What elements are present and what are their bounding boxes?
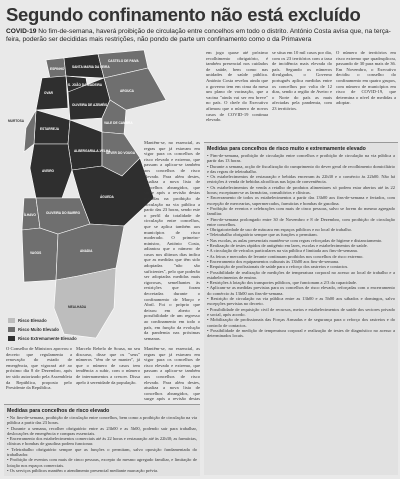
measures-list-elevado <box>7 415 197 473</box>
map-label-feira: SANTA MARIA DA FEIRA <box>72 65 110 69</box>
article-column-bottom-right: Mantêm-se, no essencial, as regras que já estavam em vigor para os concelhos de risco elevado e extremo, que passam a aplicar-se também aos concelhos de risco elevado. Para além destes, atualiza a nova lista de concelhos abrangidos, que surge após a revisão destas <box>144 346 200 402</box>
legend-item-muito <box>8 327 59 332</box>
measure-high-item: • Restrições à lotação dos transportes públicos, que funcionam a 2/3 da capacidade. <box>207 280 358 286</box>
measure-high-item: • Teletrabalho obrigatório sempre que as funções o permitam. <box>207 232 318 238</box>
map-label-murtosa: MURTOSA <box>8 119 25 123</box>
map-label-mealhada: MEALHADA <box>68 305 87 309</box>
measure-high-item: • Os estabelecimentos de venda a retalho de produtos alimentares só podem estar abertos até às 22 horas; exceptuam-se as farmácias, consultórios e clínicas. <box>207 184 395 196</box>
map-label-anadia: ANADIA <box>80 249 93 253</box>
measure-elevado-item: • No fim-de-semana, proibição de circulação entre concelhos, bem como a proibição de circulação na via pública a partir das 23 horas. <box>7 415 197 426</box>
map-label-oliveira-bairro: OLIVEIRA DO BAIRRO <box>46 211 81 215</box>
measure-high-item: • Encerramento dos equipamentos culturais às 13h00 aos fins-de-semana. <box>207 258 340 264</box>
measure-elevado-item: • Teletrabalho obrigatório sempre que as funções o permitam, salvo oposição fundamentada do trabalhador. <box>7 446 197 458</box>
map-label-oaz: OLIVEIRA DE AZEMÉIS <box>72 103 108 107</box>
measure-elevado-item: • Encerramento dos estabelecimentos comerciais até às 22 horas e restauração até às 22h30; as farmácias, clínicas e bombas de gasolina podem funcionar. <box>7 436 197 447</box>
map-label-ilhavo: ÍLHAVO <box>24 213 36 217</box>
measures-box-high-title: Medidas para concelhos de risco muito e extremamente elevado <box>207 146 366 152</box>
legend-swatch-elevado <box>8 318 15 323</box>
measures-list-high <box>207 153 395 338</box>
map-label-estarreja: ESTARREJA <box>40 127 60 131</box>
measures-box-elevado-title: Medidas para concelhos de risco elevado <box>7 408 110 414</box>
measure-high-item: • Encerramento de todos os estabelecimentos a partir das 13h00 aos fins-de-semana e feriados, com excepção de mercearias, supermercados, farmácias e bombas de gasolina. <box>207 195 395 206</box>
measure-high-item: • Mobilização de profissionais das Forças Armadas e de segurança para o reforço dos rastreios e do controlo de contactos. <box>207 317 395 328</box>
measure-high-item: • A circulação de veículos particulares na via pública é limitada aos fins-de-semana. <box>207 248 358 254</box>
legend-swatch-muito <box>8 327 15 332</box>
measure-high-item: • Possibilidade de requisição civil de recursos, meios e estabelecimentos de saúde dos sectores privado e social, após acordo. <box>207 306 395 317</box>
map-label-paiva: CASTELO DE PAIVA <box>108 59 139 63</box>
measure-high-item: • Obrigatoriedade de uso de máscara em espaços públicos e no local de trabalho. <box>207 227 353 233</box>
measure-high-item: • Fim-de-semana prolongado entre 30 de Novembro e 8 de Dezembro, com proibição de circulação entre concelhos. <box>207 216 395 227</box>
article-column-middle: Mantêm-se, no essencial, as regras que já estavam em vigor para os concelhos de risco elevado e extremo, que passam a aplicar-se também aos concelhos de risco elevado. Para além destes, atualiza a nova lista de concelhos abrangidos, que surge após a revisão destas medidas na proibição de circulação na via pública a partir das 23 horas, sendo este o perfil da totalidade de circulação entre concelhos, que se aplica também aos municípios de risco moderado. O primeiro-ministro, António Costa, adiantou que o número de casos nos últimos dias indica que as medidas que têm sido adoptadas "não são suficientes", pelo que poderão ser adoptadas medidas mais rigorosas, semelhantes às restrições que foram decretadas durante o confinamento de Março e Abril. Foi o próprio que deixou em aberto a possibilidade de um regresso ao confinamento em todo o país, em função da evolução da pandemia nas próximas semanas. <box>144 140 200 341</box>
map-label-albergaria: ALBERGARIA-A-VELHA <box>74 149 111 153</box>
legend-item-extremo <box>8 336 77 341</box>
map-label-ovar: OVAR <box>44 91 53 95</box>
article-column-bottom-left: O Conselho de Ministros aprovou o decreto que regulamenta a renovação do estado de emergência, que vigorará até ao próximo dia 8 de Dezembro, após ter sido autorizado pela Assembleia da República, proposto pelo Presidente da República. <box>6 346 72 391</box>
lead-text: No fim-de-semana, haverá proibição de circulação entre concelhos em todo o distrito. António Costa avisa que, na terça-feira, poderão ser decididas mais restrições, não pondo de parte um confinamento como o da Primavera <box>6 28 391 43</box>
measure-high-item: • Restrição de circulação na via pública entre as 13h00 e as 5h00 aos sábados e domingos, salvo excepções previstas no decreto. <box>207 296 395 307</box>
map-label-svouga: SEVER DO VOUGA <box>106 151 136 155</box>
municipality-vagos <box>22 228 58 282</box>
measure-high-item: • Possibilidade de realização de medições de temperatura corporal no acesso ao local de trabalho e a estabelecimentos de ensino. <box>207 269 395 280</box>
measure-high-item: • Requisição de profissionais de saúde para o reforço dos rastreios e contactos. <box>207 264 349 270</box>
legend-item-elevado <box>8 318 47 323</box>
article-column-right-3: O número de territórios em risco extremo que quadruplicou, passando de 30 para mais de 36. Em Novembro, o Executivo decidiu o conselho do confinamento em quatro grupos, com número de municípios em risco de COVID-19, que determina o nível de medidas a adoptar. <box>336 50 396 106</box>
map-label-sjm: S. JOÃO DA MADEIRA <box>68 83 103 87</box>
article-column-right-2: se situa em 10 mil casos por dia, com os 23 territórios com a taxa de incidência mais elevada do país. Segundo os números divulgados, o Governo português aplica medidas entre os concelhos por volta de 12 dias, sendo a região de Aveiro e o Norte do país as mais afectadas pela pandemia, com 23 territórios. <box>272 50 332 111</box>
headline: Segundo confinamento não está excluído <box>6 4 361 25</box>
measure-high-item: • As feiras e mercados de levante continuam proibidos nos concelhos de risco extremo. <box>207 253 364 259</box>
map-label-vdc: VALE DE CAMBRA <box>104 121 133 125</box>
map-label-arouca: AROUCA <box>120 89 134 93</box>
measures-box-elevado <box>4 404 200 476</box>
legend-label-muito: Risco Muito Elevado <box>18 327 59 332</box>
lead-paragraph <box>6 28 396 44</box>
measure-high-item: • Possibilidade de medição de temperatura corporal e realização de testes de diagnóstico no acesso a determinados locais. <box>207 327 395 339</box>
legend-label-elevado: Risco Elevado <box>18 318 47 323</box>
map-label-espinho: ESPINHO <box>50 67 65 71</box>
legend-label-extremo: Risco Extremamente Elevado <box>18 336 77 341</box>
measure-high-item: • Realização de testes rápidos de antigénio em lares, escolas e estabelecimentos de saúde. <box>207 243 368 249</box>
map-label-aveiro: AVEIRO <box>42 169 54 173</box>
lead-tag: COVID-19 <box>6 28 37 35</box>
legend-swatch-extremo <box>8 336 15 341</box>
measure-high-item: • Fim-de-semana, proibição de circulação entre concelhos e proibição de circulação na via pública a partir das 13 horas. <box>207 153 395 164</box>
measure-elevado-item: • Durante a semana, recolher obrigatório entre as 23h00 e as 5h00, podendo sair para trabalhar, deslocações de emergência e compras essenciais. <box>7 425 197 436</box>
measure-high-item: • Proibição de eventos e celebrações com mais de cinco pessoas, salvo se forem do mesmo agregado familiar. <box>207 205 395 217</box>
measure-elevado-item: • Os serviços públicos mantêm o atendimento presencial mediante marcação prévia. <box>7 467 159 473</box>
map-label-agueda: ÁGUEDA <box>100 195 114 199</box>
measure-high-item: • Os estabelecimentos de restauração e bebidas encerram às 22h30 e o comércio às 22h00. Não há restrições à venda de bebidas alcoólicas nas lojas de conveniência. <box>207 174 395 185</box>
measures-box-high <box>204 142 398 475</box>
article-column-right-1: em jogo quase até próximo recolhimento obrigatório, é também presencial nos cuidados de saúde, bem como nas unidades de saúde pública. António Costa revelou ainda que o governo tem em cima da mesa um plano de vacinação, que a vacina "ainda vai ser em breve" no país. O chefe do Executivo afirmou que o número de novos casos de COVID-19 continua elevado. <box>206 50 268 123</box>
article-column-bottom-mid: Marcelo Rebelo de Sousa, no seu discurso, disse que os "seus" números "têm de se manter", já que o número de casos tem tendência a subir, com o número de internamentos a crescer. Dissa apelo à serenidade da população. <box>76 346 140 385</box>
measure-high-item: • Durante a semana, acção de fiscalização do cumprimento do dever geral de recolhimento domiciliário e das regras de teletrabalho. <box>207 163 395 174</box>
map-label-vagos: VAGOS <box>30 251 42 255</box>
measure-high-item: • Nas escolas, as aulas presenciais mantêm-se com regras reforçadas de higiene e distanciamento. <box>207 237 383 243</box>
measure-high-item: • Aplicam-se as medidas previstas para os concelhos de risco elevado, reforçadas com o encerramento do comércio às 13h00 aos fins-de-semana. <box>207 285 395 296</box>
measure-elevado-item: • Proibição de eventos com mais de cinco pessoas, excepto do mesmo agregado familiar, e limitação de lotação nos espaços comerciais. <box>7 457 197 468</box>
